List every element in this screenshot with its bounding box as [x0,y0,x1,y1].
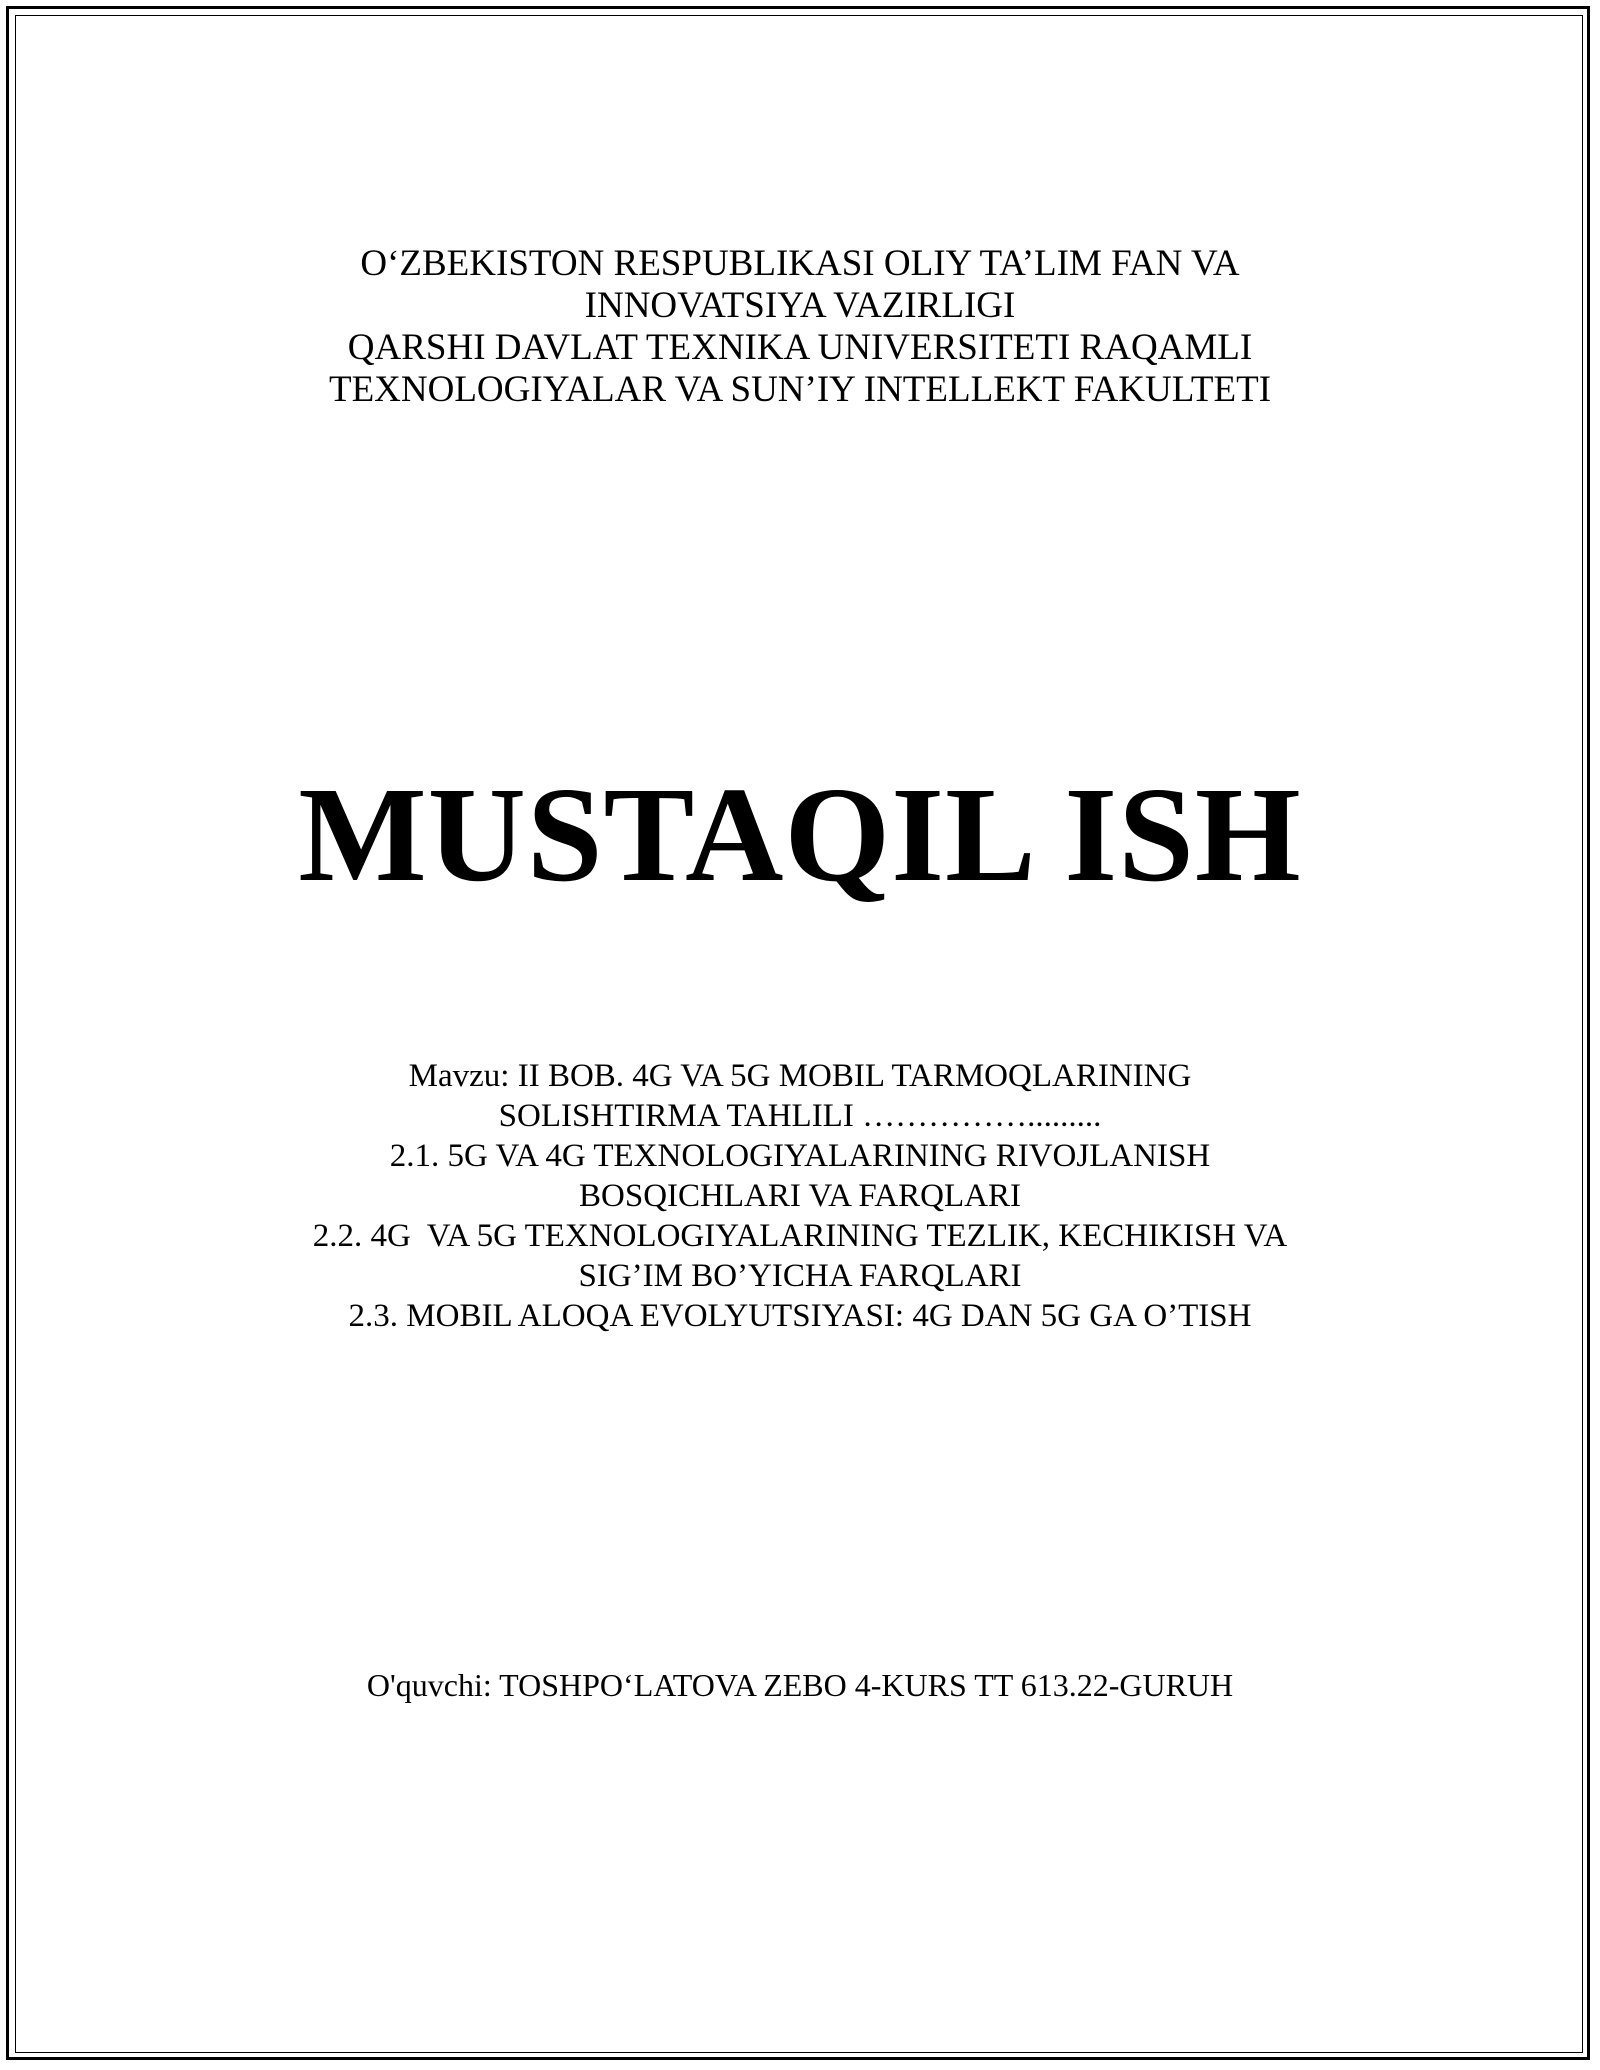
student-info: O'quvchi: TOSHPO‘LATOVA ZEBO 4-KURS TT 613.22-GURUH [366,1667,1234,1703]
header-line: TEXNOLOGIYALAR VA SUN’IY INTELLEKT FAKULTETI [328,369,1272,410]
topic-line: SIG’IM BO’YICHA FARQLARI [578,1258,1022,1294]
topic-line: SOLISHTIRMA TAHLILI ……………......... [498,1098,1102,1134]
topic-line: 2.1. 5G VA 4G TEXNOLOGIYALARINING RIVOJLANISH [389,1138,1211,1174]
topic-block [0,1056,1600,1336]
header-line: O‘ZBEKISTON RESPUBLIKASI OLIY TA’LIM FAN VA [360,243,1240,284]
topic-line: BOSQICHLARI VA FARQLARI [579,1178,1021,1214]
institution-header [0,243,1600,411]
header-line: QARSHI DAVLAT TEXNIKA UNIVERSITETI RAQAMLI [347,327,1253,368]
header-line: INNOVATSIYA VAZIRLIGI [584,285,1016,326]
topic-line: 2.3. MOBIL ALOQA EVOLYUTSIYASI: 4G DAN 5G GA O’TISH [348,1298,1252,1334]
topic-line: 2.2. 4G VA 5G TEXNOLOGIYALARINING TEZLIK, KECHIKISH VA [312,1218,1288,1254]
document-title: MUSTAQIL ISH [298,760,1302,910]
topic-line: Mavzu: II BOB. 4G VA 5G MOBIL TARMOQLARINING [408,1058,1192,1094]
